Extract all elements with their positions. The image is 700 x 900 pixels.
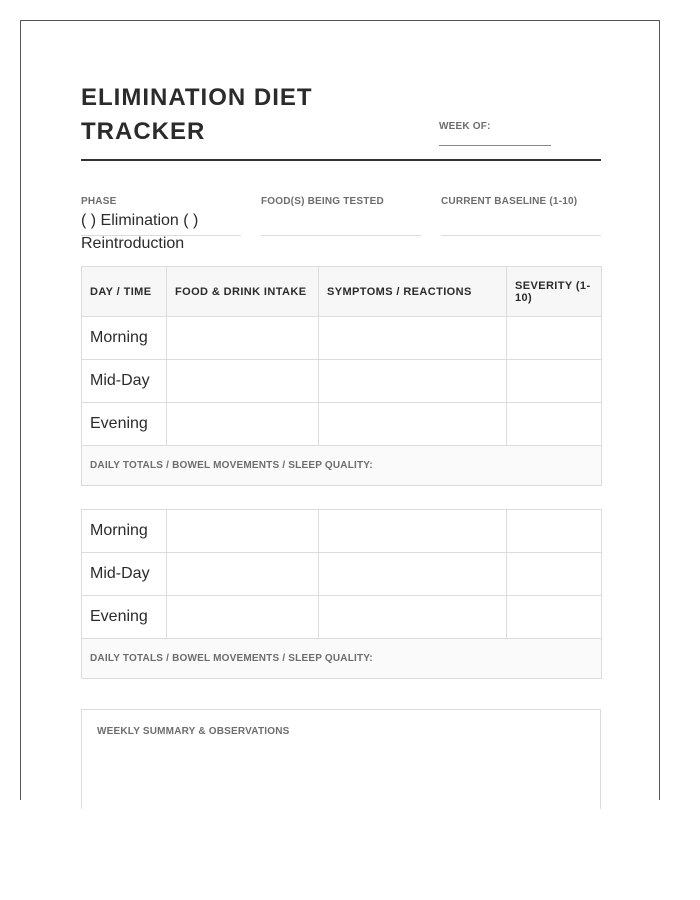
time-slot-label: Mid-Day bbox=[82, 360, 167, 403]
severity-cell[interactable] bbox=[507, 403, 602, 446]
tracker-page bbox=[20, 20, 660, 800]
time-slot-label: Evening bbox=[82, 403, 167, 446]
baseline-label: CURRENT BASELINE (1-10) bbox=[441, 196, 578, 207]
symptoms-cell[interactable] bbox=[319, 553, 507, 596]
phase-field[interactable] bbox=[81, 196, 241, 252]
phase-value: ( ) Elimination ( ) Reintroduction bbox=[81, 212, 199, 252]
column-header-severity: SEVERITY (1-10) bbox=[507, 267, 602, 317]
food-intake-cell[interactable] bbox=[167, 403, 319, 446]
severity-cell[interactable] bbox=[507, 596, 602, 639]
day-log-table-1 bbox=[81, 266, 602, 486]
table-row bbox=[82, 360, 602, 403]
table-row bbox=[82, 553, 602, 596]
time-slot-label: Morning bbox=[82, 510, 167, 553]
severity-cell[interactable] bbox=[507, 360, 602, 403]
symptoms-cell[interactable] bbox=[319, 510, 507, 553]
table-row bbox=[82, 317, 602, 360]
food-intake-cell[interactable] bbox=[167, 596, 319, 639]
foods-tested-field[interactable] bbox=[261, 196, 421, 236]
page-header bbox=[81, 81, 601, 161]
food-intake-cell[interactable] bbox=[167, 510, 319, 553]
time-slot-label: Mid-Day bbox=[82, 553, 167, 596]
symptoms-cell[interactable] bbox=[319, 403, 507, 446]
column-header-day-time: DAY / TIME bbox=[82, 267, 167, 317]
day-log-table-2 bbox=[81, 509, 602, 679]
severity-cell[interactable] bbox=[507, 317, 602, 360]
weekly-summary-label: WEEKLY SUMMARY & OBSERVATIONS bbox=[97, 726, 290, 737]
table-row bbox=[82, 403, 602, 446]
weekly-summary-box[interactable] bbox=[81, 709, 601, 809]
symptoms-cell[interactable] bbox=[319, 596, 507, 639]
week-of-input-line[interactable] bbox=[439, 145, 551, 146]
week-of-label: WEEK OF: bbox=[439, 121, 491, 132]
phase-label: PHASE bbox=[81, 196, 117, 207]
daily-totals-row bbox=[82, 446, 602, 486]
table-row bbox=[82, 596, 602, 639]
severity-cell[interactable] bbox=[507, 553, 602, 596]
week-of-field bbox=[439, 121, 551, 146]
time-slot-label: Morning bbox=[82, 317, 167, 360]
food-intake-cell[interactable] bbox=[167, 360, 319, 403]
symptoms-cell[interactable] bbox=[319, 360, 507, 403]
table-row bbox=[82, 510, 602, 553]
table-header-row bbox=[82, 267, 602, 317]
foods-tested-label: FOOD(S) BEING TESTED bbox=[261, 196, 384, 207]
severity-cell[interactable] bbox=[507, 510, 602, 553]
column-header-symptoms: SYMPTOMS / REACTIONS bbox=[319, 267, 507, 317]
daily-totals-cell[interactable]: DAILY TOTALS / BOWEL MOVEMENTS / SLEEP QUALITY: bbox=[82, 639, 602, 679]
info-fields bbox=[81, 196, 601, 256]
column-header-food-intake: FOOD & DRINK INTAKE bbox=[167, 267, 319, 317]
food-intake-cell[interactable] bbox=[167, 553, 319, 596]
food-intake-cell[interactable] bbox=[167, 317, 319, 360]
symptoms-cell[interactable] bbox=[319, 317, 507, 360]
daily-totals-row bbox=[82, 639, 602, 679]
page-title: ELIMINATION DIET TRACKER bbox=[81, 84, 313, 145]
baseline-field[interactable] bbox=[441, 196, 601, 236]
daily-totals-cell[interactable]: DAILY TOTALS / BOWEL MOVEMENTS / SLEEP QUALITY: bbox=[82, 446, 602, 486]
time-slot-label: Evening bbox=[82, 596, 167, 639]
